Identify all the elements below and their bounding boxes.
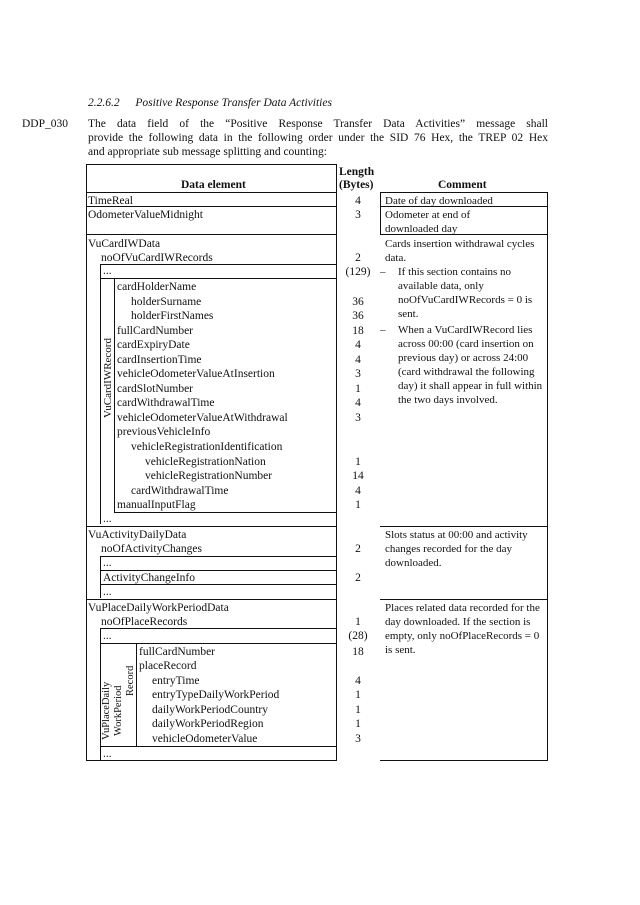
length-value: 2 [355, 543, 361, 555]
length-value: 36 [352, 310, 364, 322]
length-value: 3 [355, 368, 361, 380]
length-value: 1 [355, 704, 361, 716]
comment-places: Places related data recorded for the day downloaded. If the section is empty, only noOfPlaceRecords = 0 is sent. [385, 602, 540, 656]
row-vu-card-iw-data: VuCardIWData [88, 238, 161, 250]
length-value: 4 [355, 354, 361, 366]
length-value: 4 [355, 339, 361, 351]
row-no-of-vu-card-iw-records: noOfVuCardIWRecords [101, 252, 213, 264]
length-value: 1 [355, 616, 361, 628]
row-card-slot-number: cardSlotNumber [117, 383, 194, 395]
row-ellipsis: ... [103, 265, 112, 277]
row-entry-time: entryTime [152, 675, 200, 687]
row-card-withdrawal-time: cardWithdrawalTime [117, 397, 215, 409]
length-value: (28) [348, 630, 368, 642]
row-daily-work-period-region: dailyWorkPeriodRegion [152, 718, 264, 730]
row-ellipsis: ... [103, 748, 112, 760]
vertical-label-vu-card-iw-record: VuCardIWRecord [102, 338, 114, 418]
header-bottom-border [86, 192, 337, 193]
row-card-expiry-date: cardExpiryDate [117, 339, 190, 351]
row-ellipsis: ... [103, 586, 112, 598]
bottom-border [86, 760, 337, 761]
requirement-id: DDP_030 [22, 118, 69, 130]
row-line [100, 746, 336, 747]
comment-line [380, 192, 381, 207]
length-value: 14 [352, 470, 364, 482]
requirement-line-2: provide the following data in the following order under the SID 76 Hex, the TREP 02 Hex [88, 132, 548, 144]
comment-line [380, 760, 548, 761]
row-line [86, 599, 337, 600]
length-value: 1 [355, 456, 361, 468]
length-value: 1 [355, 499, 361, 511]
row-full-card-number-2: fullCardNumber [139, 646, 216, 658]
outer-right-border [336, 164, 337, 760]
row-vehicle-registration-identification: vehicleRegistrationIdentification [131, 441, 283, 453]
row-ellipsis: ... [103, 513, 112, 525]
row-daily-work-period-country: dailyWorkPeriodCountry [152, 704, 268, 716]
comment-slots-status: Slots status at 00:00 and activity changes recorded for the day downloaded. [385, 529, 528, 569]
row-manual-input-flag: manualInputFlag [117, 499, 196, 511]
length-value: (129) [345, 266, 371, 278]
comment-cards-insertion: Cards insertion withdrawal cycles data. [385, 238, 535, 264]
group-border [100, 264, 101, 524]
row-place-record: placeRecord [139, 660, 197, 672]
row-vehicle-odometer-at-insertion: vehicleOdometerValueAtInsertion [117, 368, 275, 380]
row-holder-surname: holderSurname [131, 296, 202, 308]
group-border [100, 556, 101, 598]
length-value: 1 [355, 383, 361, 395]
row-odometer-value-midnight: OdometerValueMidnight [88, 209, 203, 221]
row-vu-place-daily-work-period-data: VuPlaceDailyWorkPeriodData [88, 602, 229, 614]
comment-bullet-dash: – [380, 324, 386, 336]
row-vehicle-registration-nation: vehicleRegistrationNation [145, 456, 266, 468]
comment-bullet-2: When a VuCardIWRecord lies across 00:00 (card insertion on previous day) or across 24:00 (card withdrawal the following day) it shall appear in full within the two days involved. [398, 324, 543, 406]
row-line [86, 526, 337, 527]
length-value: 3 [355, 733, 361, 745]
row-previous-vehicle-info: previousVehicleInfo [117, 426, 211, 438]
row-card-withdrawal-time-2: cardWithdrawalTime [131, 485, 229, 497]
comment-line [380, 526, 548, 527]
row-line [100, 556, 336, 557]
row-entry-type-daily-work-period: entryTypeDailyWorkPeriod [152, 689, 280, 701]
length-value: 4 [355, 675, 361, 687]
vertical-label-vu-place-daily-3: Record [125, 665, 136, 696]
comment-bullet-1: If this section contains no available data, only noOfVuCardIWRecords = 0 is sent. [398, 266, 533, 320]
row-time-real: TimeReal [88, 195, 133, 207]
comment-bullet-dash: – [380, 266, 386, 278]
row-vehicle-registration-number: vehicleRegistrationNumber [145, 470, 273, 482]
length-value: 3 [355, 412, 361, 424]
comment-line [380, 599, 548, 600]
row-card-holder-name: cardHolderName [117, 281, 197, 293]
section-title: Positive Response Transfer Data Activities [135, 97, 332, 109]
outer-left-border [86, 164, 87, 760]
vertical-label-vu-place-daily-1: VuPlaceDaily [101, 681, 112, 740]
comment-line [380, 192, 548, 193]
requirement-line-1: The data field of the “Positive Response Transfer Data Activities” message shall [88, 118, 548, 130]
row-vu-activity-daily-data: VuActivityDailyData [88, 529, 187, 541]
top-border [86, 164, 337, 165]
group-border [114, 278, 115, 512]
row-ellipsis: ... [103, 557, 112, 569]
length-value: 3 [355, 209, 361, 221]
length-value: 1 [355, 689, 361, 701]
vertical-label-vu-place-daily-2: WorkPeriod [113, 685, 124, 736]
length-value: 2 [355, 572, 361, 584]
header-comment: Comment [438, 179, 487, 191]
length-value: 4 [355, 195, 361, 207]
section-number: 2.2.6.2 [88, 97, 120, 109]
length-value: 1 [355, 718, 361, 730]
row-vehicle-odometer-at-withdrawal: vehicleOdometerValueAtWithdrawal [117, 412, 288, 424]
comment-date-of-day: Date of day downloaded [385, 195, 493, 207]
row-line [86, 234, 337, 235]
row-line [100, 278, 336, 279]
comment-odometer: Odometer at end of downloaded day [385, 209, 471, 235]
length-value: 36 [352, 296, 364, 308]
comment-line [380, 206, 381, 235]
row-full-card-number: fullCardNumber [117, 325, 194, 337]
length-value: 18 [352, 646, 364, 658]
group-border [136, 643, 137, 746]
row-line [114, 512, 336, 513]
length-value: 4 [355, 397, 361, 409]
row-activity-change-info: ActivityChangeInfo [103, 572, 195, 584]
header-length-1: Length [339, 166, 375, 178]
row-holder-first-names: holderFirstNames [131, 310, 214, 322]
header-length-2: (Bytes) [339, 179, 374, 191]
row-ellipsis: ... [103, 630, 112, 642]
length-value: 2 [355, 252, 361, 264]
length-value: 18 [352, 325, 364, 337]
length-value: 4 [355, 485, 361, 497]
row-card-insertion-time: cardInsertionTime [117, 354, 202, 366]
section-heading [88, 97, 332, 109]
header-data-element: Data element [181, 179, 246, 191]
row-vehicle-odometer-value: vehicleOdometerValue [152, 733, 258, 745]
row-no-of-place-records: noOfPlaceRecords [101, 616, 188, 628]
row-no-of-activity-changes: noOfActivityChanges [101, 543, 202, 555]
requirement-line-3: and appropriate sub message splitting and counting: [88, 146, 327, 158]
